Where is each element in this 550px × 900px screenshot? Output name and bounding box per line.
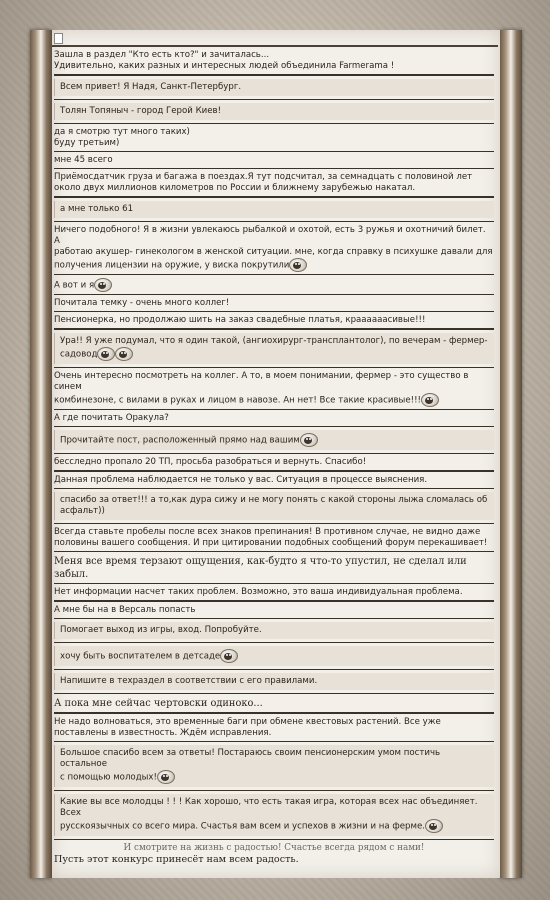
post-divider bbox=[54, 839, 494, 840]
quote-text: Всем привет! Я Надя, Санкт-Петербург. bbox=[60, 82, 242, 92]
post-text-line: А где почитать Оракула? bbox=[54, 413, 169, 423]
forum-post bbox=[54, 225, 494, 275]
document-icon bbox=[54, 33, 63, 44]
post-text-line: половины вашего сообщения. И при цитировании подобных сообщений форум перекашивает! bbox=[54, 538, 488, 548]
post-text-line: Почитала темку - очень много коллег! bbox=[54, 298, 230, 308]
sheep-smiley-icon bbox=[157, 770, 175, 784]
forum-post bbox=[54, 333, 494, 368]
post-divider bbox=[54, 712, 494, 714]
post-text-line: Ничего подобного! Я в жизни увлекаюсь рыбалкой и охотой, есть 3 ружья и охотничий билет. А bbox=[54, 225, 489, 246]
post-divider bbox=[54, 151, 494, 152]
forum-post bbox=[54, 745, 494, 791]
post-divider bbox=[54, 123, 494, 124]
post-text-line: Очень интересно посмотреть на коллег. А то, в моем понимании, фермер - это существо в синем bbox=[54, 371, 472, 392]
forum-post bbox=[54, 278, 494, 295]
post-text-line: А мне бы на в Версаль попасть bbox=[54, 605, 196, 615]
post-divider bbox=[54, 328, 494, 330]
forum-post bbox=[54, 430, 494, 454]
post-divider bbox=[54, 790, 494, 791]
post-text-line: около двух миллионов километров по России и ближнему зарубежью накатал. bbox=[54, 183, 416, 193]
post-divider bbox=[54, 470, 494, 472]
quote-text: Толян Топяныч - город Герой Киев! bbox=[60, 106, 222, 116]
forum-post bbox=[54, 50, 494, 76]
post-divider bbox=[54, 600, 494, 602]
post-text-line: спасибо за ответ!!! а то,как дура сижу и не могу понять с какой стороны лыжа сломалась об bbox=[60, 495, 488, 505]
forum-post bbox=[54, 103, 494, 124]
forum-post bbox=[54, 315, 494, 330]
forum-post bbox=[54, 646, 494, 670]
sheep-smiley-icon bbox=[289, 258, 307, 272]
post-text-line: работаю акушер- гинекологом в женской ситуации. мне, когда справку в психушке давали для bbox=[54, 247, 493, 257]
forum-post bbox=[54, 413, 494, 427]
forum-post bbox=[54, 605, 494, 619]
post-text-line: комбинезоне, с вилами в руках и лицом в навозе. Ан нет! Все такие красивые!!! bbox=[54, 393, 494, 407]
post-divider bbox=[54, 168, 494, 169]
forum-post bbox=[54, 79, 494, 100]
post-text-line: Зашла в раздел "Кто есть кто?" и зачиталась... bbox=[54, 50, 270, 60]
forum-sheet[interactable] bbox=[52, 30, 500, 878]
quote-text: Напишите в техраздел в соответствии с его правилами. bbox=[60, 676, 318, 686]
forum-post bbox=[54, 587, 494, 602]
post-text-line: бесследно пропало 20 ТП, просьба разобраться и вернуть. Спасибо! bbox=[54, 457, 367, 467]
post-divider bbox=[54, 99, 494, 100]
post-text-line: Какие вы все молодцы ! ! ! Как хорошо, что есть такая игра, которая всех нас объединяет. Всех bbox=[60, 797, 481, 818]
post-text-line: Удивительно, каких разных и интересных людей объединила Farmerama ! bbox=[54, 61, 395, 71]
quote-block bbox=[54, 79, 494, 96]
quote-text: хочу быть воспитателем в детсаде bbox=[60, 651, 221, 662]
quote-block bbox=[54, 673, 494, 690]
post-text-line: Не надо волноваться, это временные баги при обмене квестовых растений. Все уже bbox=[54, 717, 441, 727]
post-text-line: да я смотрю тут много таких) bbox=[54, 127, 190, 137]
post-text-line: с помощью молодых! bbox=[60, 770, 489, 784]
forum-post bbox=[54, 673, 494, 694]
forum-post bbox=[54, 457, 494, 472]
quote-block bbox=[54, 646, 494, 666]
forum-post bbox=[54, 622, 494, 643]
forum-post bbox=[54, 201, 494, 222]
post-divider bbox=[54, 741, 494, 742]
forum-post bbox=[54, 527, 494, 552]
footer-note: И смотрите на жизнь с радостью! Счастье всегда рядом с нами! bbox=[123, 843, 425, 853]
sheep-smiley-icon bbox=[300, 433, 318, 447]
sheep-smiley-icon bbox=[220, 649, 238, 663]
quote-block bbox=[54, 622, 494, 639]
post-divider bbox=[54, 523, 494, 524]
sheep-smiley-icon bbox=[421, 393, 439, 407]
sheep-smiley-icon bbox=[97, 347, 115, 361]
quote-text: а мне только 61 bbox=[60, 204, 134, 214]
right-frame-rail bbox=[500, 30, 522, 878]
post-text-line: Пенсионерка, но продолжаю шить на заказ свадебные платья, краааааасивые!!! bbox=[54, 315, 426, 325]
quote-block bbox=[54, 745, 494, 787]
forum-post bbox=[54, 371, 494, 410]
post-text-line: получения лицензии на оружие, у виска покрутили bbox=[54, 258, 494, 272]
post-text-line: Всегда ставьте пробелы после всех знаков препинания! В противном случае, не видно даже bbox=[54, 527, 481, 537]
post-divider bbox=[54, 409, 494, 410]
serif-post-text: А пока мне сейчас чертовски одиноко... bbox=[54, 698, 263, 709]
forum-post bbox=[54, 555, 494, 584]
forum-post bbox=[54, 717, 494, 742]
serif-post-text: Меня все время терзают ощущения, как-будто я что-то упустил, не сделал или забыл. bbox=[54, 556, 467, 580]
post-divider bbox=[54, 551, 494, 552]
post-text-line: мне 45 всего bbox=[54, 155, 113, 165]
post-text-line: Приёмосдатчик груза и багажа в поездах.Я тут подсчитал, за семнадцать с половиной лет bbox=[54, 172, 473, 182]
post-divider bbox=[54, 74, 494, 76]
post-divider bbox=[54, 488, 494, 489]
left-frame-rail bbox=[30, 30, 52, 878]
post-text-line: садовод bbox=[60, 347, 489, 361]
post-text-line: буду третьим) bbox=[54, 138, 120, 148]
post-text-line: Большое спасибо всем за ответы! Постараюсь своим пенсионерским умом постичь остальное bbox=[60, 748, 443, 769]
quote-block bbox=[54, 103, 494, 120]
quote-block bbox=[54, 333, 494, 364]
forum-post bbox=[54, 697, 494, 714]
quote-block bbox=[54, 492, 494, 520]
post-text-line: асфальт)) bbox=[60, 506, 105, 516]
post-divider bbox=[54, 294, 494, 295]
post-divider bbox=[54, 618, 494, 619]
sheep-smiley-icon bbox=[425, 819, 443, 833]
sheet-topbar bbox=[52, 30, 500, 44]
footer-closing-line: Пусть этот конкурс принесёт нам всем радость. bbox=[54, 854, 299, 865]
quote-block bbox=[54, 430, 494, 450]
post-text-line: русскоязычных со всего мира. Счастья вам всем и успехов в жизни и на ферме. bbox=[60, 819, 489, 833]
forum-post bbox=[54, 298, 494, 312]
post-divider bbox=[54, 669, 494, 670]
forum-post bbox=[54, 475, 494, 489]
post-divider bbox=[54, 453, 494, 454]
post-text-line: Ура!! Я уже подумал, что я один такой, (ангиохирург-трансплантолог), по вечерам - фермер- bbox=[60, 336, 488, 346]
quote-block bbox=[54, 201, 494, 218]
forum-post bbox=[54, 155, 494, 169]
post-text-line: поставлены в известность. Ждём исправления. bbox=[54, 728, 272, 738]
quote-text: Прочитайте пост, расположенный прямо над вашим bbox=[60, 435, 300, 446]
forum-post bbox=[54, 127, 494, 152]
top-rule bbox=[52, 45, 498, 47]
sheep-smiley-icon bbox=[94, 278, 112, 292]
post-divider bbox=[54, 583, 494, 584]
quote-block bbox=[54, 794, 494, 836]
post-divider bbox=[54, 221, 494, 222]
forum-post bbox=[54, 794, 494, 840]
post-text-line: Данная проблема наблюдается не только у вас. Ситуация в процессе выяснения. bbox=[54, 475, 428, 485]
quote-text: Помогает выход из игры, вход. Попробуйте. bbox=[60, 625, 262, 635]
post-divider bbox=[54, 642, 494, 643]
post-divider bbox=[54, 426, 494, 427]
post-divider bbox=[54, 274, 494, 275]
post-divider bbox=[54, 311, 494, 312]
forum-post bbox=[54, 492, 494, 524]
post-text-line: А вот и я bbox=[54, 278, 494, 292]
sheep-smiley-icon bbox=[115, 347, 133, 361]
post-divider bbox=[54, 693, 494, 694]
posts-list bbox=[54, 50, 494, 865]
post-text-line: Нет информации насчет таких проблем. Возможно, это ваша индивидуальная проблема. bbox=[54, 587, 463, 597]
post-divider bbox=[54, 196, 494, 198]
forum-post bbox=[54, 172, 494, 198]
post-divider bbox=[54, 367, 494, 368]
